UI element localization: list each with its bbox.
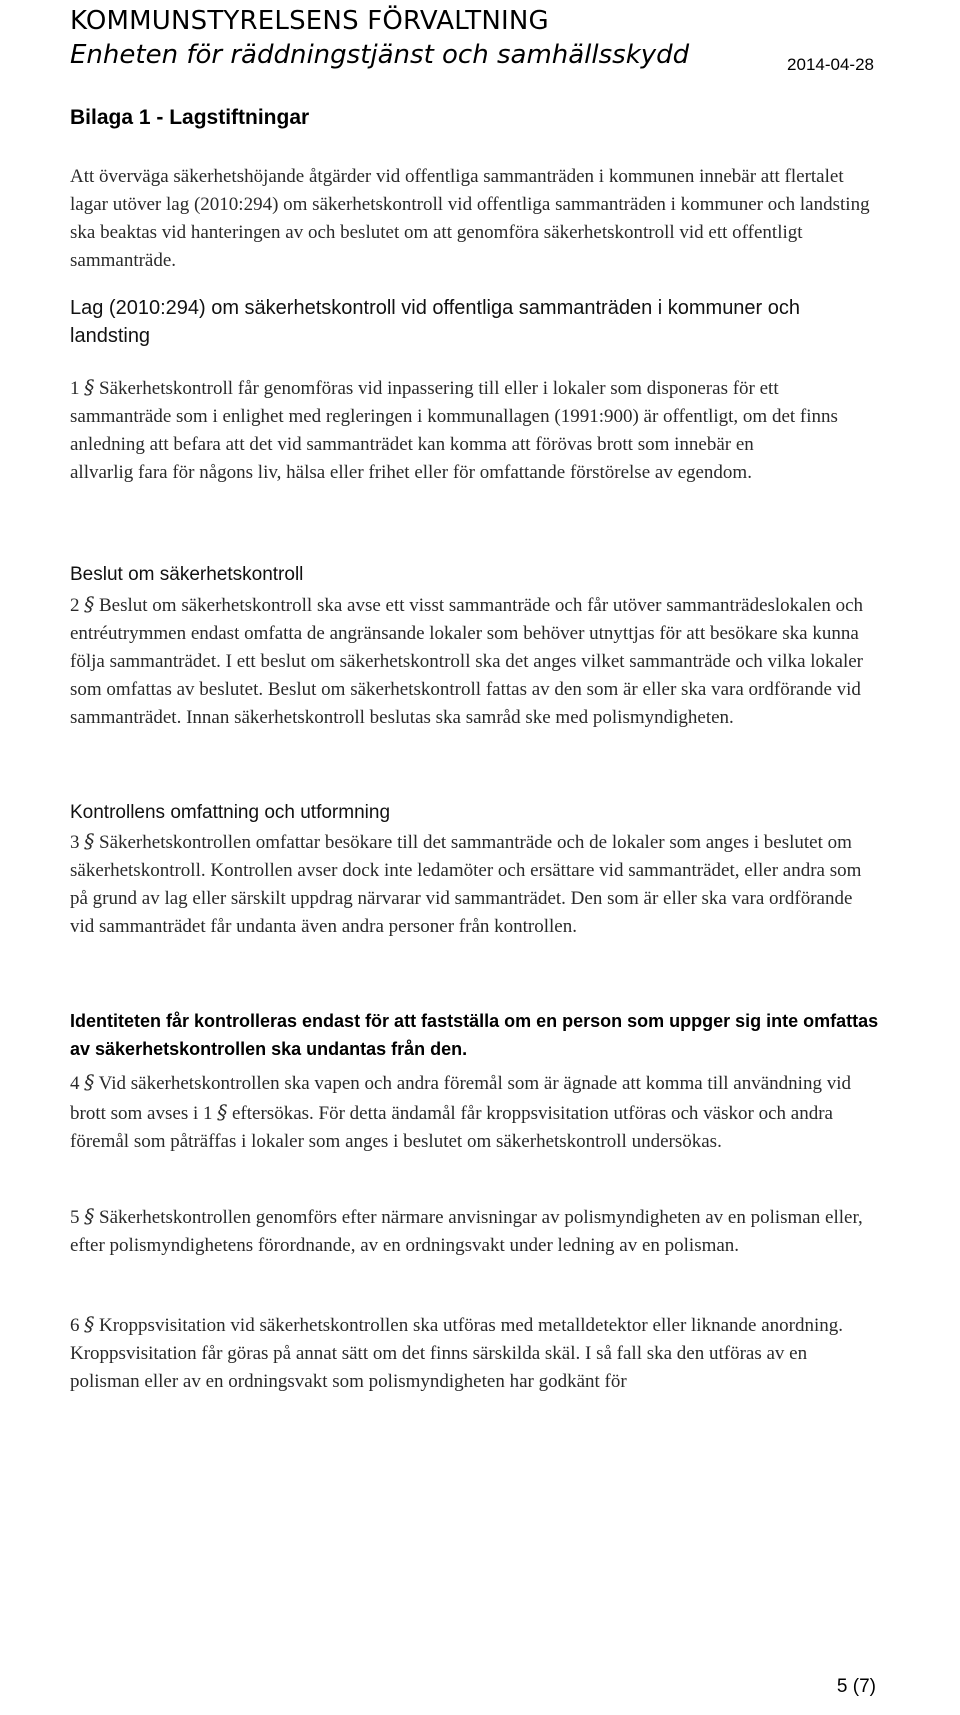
- paragraph-sign: §: [217, 1100, 228, 1124]
- paragraph-sign: §: [84, 829, 95, 853]
- section-2: [70, 590, 880, 732]
- section-text-continued: allvarlig fara för någons liv, hälsa eller frihet eller för omfattande förstörelse av egendom.: [70, 462, 752, 483]
- paragraph-sign: §: [84, 375, 95, 399]
- organization-unit: Enheten för räddningstjänst och samhällsskydd: [70, 40, 690, 70]
- section-text: Säkerhetskontrollen omfattar besökare till det sammanträde och de lokaler som anges i beslutet om säkerhetskontroll. Kontrollen avser dock inte ledamöter och ersättare vid sammanträdet, eller andra som på grund av lag eller särskilt uppdrag närvarar vid sammanträdet. Den som är eller ska vara ordförande vid sammanträdet får undanta även andra personer från kontrollen.: [70, 832, 862, 937]
- section-5: [70, 1202, 880, 1260]
- section-number: 2: [70, 595, 80, 616]
- paragraph-sign: §: [84, 1204, 95, 1228]
- heading-scope: Kontrollens omfattning och utformning: [70, 802, 391, 823]
- section-number: 6: [70, 1315, 80, 1336]
- page-number: 5 (7): [836, 1676, 876, 1697]
- heading-decision: Beslut om säkerhetskontroll: [70, 564, 304, 585]
- paragraph-sign: §: [84, 1312, 95, 1336]
- document-date: 2014-04-28: [787, 55, 874, 74]
- document-title: Bilaga 1 - Lagstiftningar: [70, 106, 310, 129]
- section-6: [70, 1310, 880, 1396]
- section-text-continued: eftersökas. För detta ändamål får kroppsvisitation utföras och väskor och andra föremål som påträffas i lokaler som anges i beslutet om säkerhetskontroll undersökas.: [70, 1103, 833, 1152]
- section-text: Säkerhetskontrollen genomförs efter närmare anvisningar av polismyndigheten av en polisman eller, efter polismyndighetens förordnande, av en ordningsvakt under ledning av en polisman.: [70, 1207, 863, 1256]
- section-text: Säkerhetskontroll får genomföras vid inpassering till eller i lokaler som disponeras för ett sammanträde som i enlighet med regleringen i kommunallagen (1991:900) är offentligt, om det finns anledning att befara att det vid sammanträdet kan komma att förövas brott som innebär en: [70, 378, 838, 455]
- section-number: 4: [70, 1073, 80, 1094]
- section-number: 5: [70, 1207, 80, 1228]
- intro-paragraph: Att överväga säkerhetshöjande åtgärder vid offentliga sammanträden i kommunen innebär att flertalet lagar utöver lag (2010:294) om säkerhetskontroll vid offentliga sammanträden i kommuner och landsting ska beaktas vid hanteringen av och beslutet om att genomföra säkerhetskontroll vid ett offentligt sammanträde.: [70, 166, 870, 271]
- section-text: Beslut om säkerhetskontroll ska avse ett visst sammanträde och får utöver sammanträdeslokalen och entréutrymmen endast omfatta de angränsande lokaler som behöver utnyttjas för att besökare ska kunna följa sammanträdet. I ett beslut om säkerhetskontroll ska det anges vilket sammanträde och vilka lokaler som omfattas av beslutet. Beslut om säkerhetskontroll fattas av den som är eller ska vara ordförande vid sammanträdet. Innan säkerhetskontroll beslutas ska samråd ske med polismyndigheten.: [70, 595, 864, 728]
- law-title: Lag (2010:294) om säkerhetskontroll vid offentliga sammanträden i kommuner och landsting: [70, 297, 801, 347]
- section-number: 1: [70, 378, 80, 399]
- section-text: Vid säkerhetskontrollen ska vapen och andra föremål som är ägnade att komma till användning vid brott som avses i 1: [70, 1073, 851, 1124]
- section-text: Kroppsvisitation vid säkerhetskontrollen ska utföras med metalldetektor eller liknande anordning. Kroppsvisitation får göras på annat sätt om det finns särskilda skäl. I så fall ska den utföras av en polisman eller av en ordningsvakt som polismyndigheten har godkänt för: [70, 1315, 843, 1392]
- section-4: [70, 1068, 880, 1156]
- section-1: [70, 373, 880, 487]
- section-3: [70, 827, 880, 941]
- paragraph-sign: §: [84, 592, 95, 616]
- identity-paragraph: Identiteten får kontrolleras endast för att fastställa om en person som uppger sig inte omfattas av säkerhetskontrollen ska undantas från den.: [70, 1011, 879, 1059]
- organization-name: KOMMUNSTYRELSENS FÖRVALTNING: [70, 6, 549, 36]
- paragraph-sign: §: [84, 1070, 95, 1094]
- section-number: 3: [70, 832, 80, 853]
